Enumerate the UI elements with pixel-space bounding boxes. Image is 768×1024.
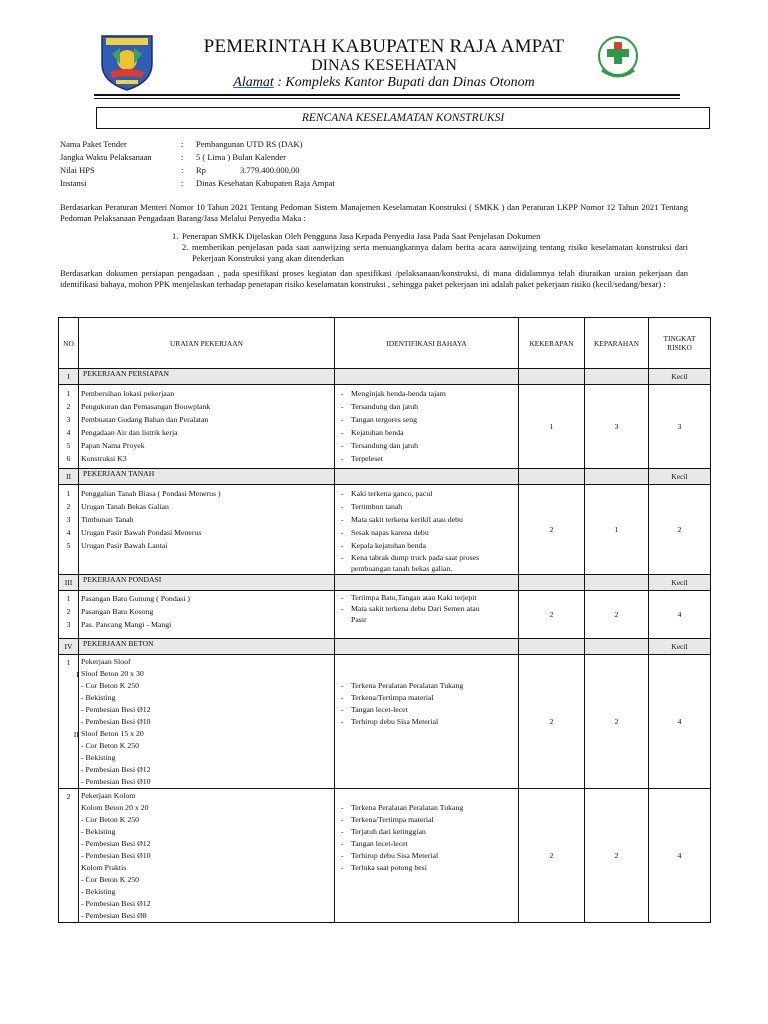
- item-number: 3: [66, 415, 71, 424]
- risk-level: Kecil: [649, 369, 711, 385]
- header-rule-thin: [94, 98, 680, 99]
- work-item: - Pembesian Besi Ø12: [81, 899, 151, 908]
- work-item: - Pembesian Besi Ø12: [81, 765, 151, 774]
- risk-paragraph: Berdasarkan dokumen persiapan pengadaan , pada spesifikasi proses kegiatan dan spesifikasi /pelaksanaan/konstruksi, di mana didalamnya telah diuraikan uraian pekerjaan dan identifikasi bahaya, mohon PPK menjelaskan terhadap penetapan risiko keselamatan konstruksi , sehingga paket pekerjaan ini adalah paket pekerjaan risiko (kecil/sedang/besar) :: [60, 268, 688, 289]
- list-text: memberikan penjelasan pada saat aanwijzing serta menuangkannya dalam berita acara aanwijzing tentang risiko keselamatan konstruksi dari Pekerjaan Konstruksi yang akan ditenderkan: [192, 242, 688, 263]
- item-number: 3: [66, 620, 71, 629]
- frequency-value: 1: [519, 385, 585, 469]
- severity-value: 2: [585, 789, 649, 923]
- info-separator: :: [181, 178, 184, 188]
- hazard-item: - Tertimpa Batu,Tangan atau Kaki terjepit: [335, 592, 518, 603]
- section-title: PEKERJAAN PONDASI: [79, 575, 335, 591]
- frequency-value: 2: [519, 789, 585, 923]
- hazard-item: - Kepala kejatuhan benda: [335, 539, 518, 552]
- work-item: Kolom Praktis: [81, 863, 127, 872]
- hazard-item: - Terkena Peralatan Peralatan Tukang: [335, 680, 518, 692]
- section-number: I: [59, 369, 79, 385]
- risk-value: 4: [649, 655, 711, 789]
- work-item: Urugan Pasir Bawah Pondasi Menerus: [81, 528, 202, 537]
- hazard-item: - Tertimbun tanah: [335, 500, 518, 513]
- sub-mark: [69, 656, 79, 669]
- hazard-item: - Kena tabrak dump truck pada saat proses: [335, 552, 518, 563]
- section-title: PEKERJAAN TANAH: [79, 469, 335, 485]
- hazard-item: - Tersandung dan jatuh: [335, 400, 518, 413]
- hazard-item-continued: pembuangan tanah bekas galian.: [351, 564, 453, 573]
- section-title: PEKERJAAN BETON: [79, 639, 335, 655]
- hazard-item: - Mata sakit terkena kerikil atau debu: [335, 513, 518, 526]
- hazard-item: - Terkena Peralatan Peralatan Tukang: [335, 802, 518, 814]
- work-item: Pas. Pancang Mangi - Mangi: [81, 620, 172, 629]
- info-label: Jangka Waktu Pelaksanaan: [60, 152, 152, 162]
- hazard-item: - Terjatuh dari ketinggian: [335, 826, 518, 838]
- work-item: - Bekisting: [81, 693, 116, 702]
- table-header-row: [59, 318, 711, 369]
- item-number: 2: [66, 502, 71, 511]
- severity-value: 2: [585, 655, 649, 789]
- item-number: 3: [66, 515, 71, 524]
- header-line: RISIKO: [667, 343, 692, 352]
- work-item: Pekerjaan Sloof: [81, 657, 131, 666]
- work-item: Timbunan Tanah: [81, 515, 134, 524]
- table-row: [59, 655, 711, 789]
- hazard-item: - Terkena/Tertimpa material: [335, 692, 518, 704]
- item-number: 1: [66, 594, 71, 603]
- list-item: [172, 231, 688, 242]
- hazard-item: - Tangan lecet-lecet: [335, 838, 518, 850]
- address-text: : Kompleks Kantor Bupati dan Dinas Otonom: [273, 75, 535, 90]
- work-item: - Cor Beton K 250: [81, 875, 140, 884]
- item-number: 2: [66, 402, 71, 411]
- intro-paragraph: Berdasarkan Peraturan Menteri Nomor 10 Tahun 2021 Tentang Pedoman Sistem Manajemen Keselamatan Konstruksi ( SMKK ) dan Peraturan LKPP Nomor 12 Tahun 2021 Tentang Pedoman Pelaksanaan Pengadaan Barang/Jasa Melalui Penyedia Maka :: [60, 202, 688, 223]
- document-title: RENCANA KESELAMATAN KONSTRUKSI: [96, 107, 710, 129]
- hazard-item-continued: Pasir: [351, 615, 367, 624]
- work-item: Sloof Beton 15 x 20: [81, 729, 144, 738]
- work-item: - Pembesian Besi Ø10: [81, 777, 151, 786]
- col-header-uraian: URAIAN PEKERJAAN: [79, 318, 335, 369]
- hazard-item: - Menginjak benda-benda tajam: [335, 387, 518, 400]
- item-number: 5: [66, 441, 71, 450]
- sub-mark: II: [73, 730, 79, 739]
- item-number: 6: [66, 454, 71, 463]
- work-item: Penggalian Tanah Biasa ( Pondasi Menerus ): [81, 489, 221, 498]
- risk-table: [58, 317, 711, 923]
- address-label: Alamat: [233, 75, 274, 90]
- severity-value: 2: [585, 591, 649, 639]
- work-item: - Pembesian Besi Ø8: [81, 911, 147, 920]
- info-value: Dinas Kesehatan Kabupaten Raja Ampat: [196, 178, 335, 188]
- work-item: - Bekisting: [81, 827, 116, 836]
- risk-value: 3: [649, 385, 711, 469]
- work-item: Pasangan Batu Gunung ( Pondasi ): [81, 594, 190, 603]
- info-label: Nilai HPS: [60, 165, 95, 175]
- hazard-item: - Tangan tergores seng: [335, 413, 518, 426]
- list-number: 1.: [172, 231, 179, 241]
- hazard-item: - Tersandung dan jatuh: [335, 439, 518, 452]
- section-number: III: [59, 575, 79, 591]
- frequency-value: 2: [519, 485, 585, 575]
- info-value: 5 ( Lima ) Bulan Kalender: [196, 152, 286, 162]
- section-header-row: [59, 575, 711, 591]
- risk-level: Kecil: [649, 469, 711, 485]
- hazard-item: - Terpeleset: [335, 452, 518, 465]
- item-number: 1: [66, 658, 71, 667]
- severity-value: 3: [585, 385, 649, 469]
- risk-level: Kecil: [649, 575, 711, 591]
- section-number: IV: [59, 639, 79, 655]
- work-item: Pasangan Batu Kosong: [81, 607, 154, 616]
- work-item: Papan Nama Proyek: [81, 441, 145, 450]
- col-header-keparahan: KEPARAHAN: [585, 318, 649, 369]
- work-item: - Pembesian Besi Ø10: [81, 851, 151, 860]
- item-number: 1: [66, 489, 71, 498]
- item-number: 2: [66, 607, 71, 616]
- col-header-bahaya: IDENTIFIKASI BAHAYA: [335, 318, 519, 369]
- section-title: PEKERJAAN PERSIAPAN: [79, 369, 335, 385]
- header-rule-thick: [94, 94, 680, 96]
- section-number: II: [59, 469, 79, 485]
- list-number: 2.: [182, 242, 189, 252]
- hazard-item: - Terkena/Tertimpa material: [335, 814, 518, 826]
- info-separator: :: [181, 139, 184, 149]
- work-item: Sloof Beton 20 x 30: [81, 669, 144, 678]
- work-item: Pembersihan lokasi pekerjaan: [81, 389, 175, 398]
- col-header-kekerapan: KEKERAPAN: [519, 318, 585, 369]
- risk-value: 4: [649, 591, 711, 639]
- severity-value: 1: [585, 485, 649, 575]
- sub-mark: I: [76, 670, 79, 679]
- table-row: [59, 789, 711, 923]
- risk-level: Kecil: [649, 639, 711, 655]
- work-item: Pembuatan Gudang Bahan dan Peralatan: [81, 415, 209, 424]
- col-header-tingkat-risiko: [649, 318, 711, 369]
- list-text: Penerapan SMKK Dijelaskan Oleh Pengguna Jasa Kepada Penyedia Jasa Pada Saat Penjelasan Dokumen: [182, 231, 541, 241]
- address-line: [0, 75, 768, 91]
- frequency-value: 2: [519, 655, 585, 789]
- work-item: - Pembesian Besi Ø10: [81, 717, 151, 726]
- work-item: - Bekisting: [81, 753, 116, 762]
- col-header-no: NO: [59, 318, 79, 369]
- work-item: - Pembesian Besi Ø12: [81, 839, 151, 848]
- item-number: 5: [66, 541, 71, 550]
- work-item: Kolom Beton 20 x 20: [81, 803, 149, 812]
- table-row: [59, 485, 711, 575]
- work-item: Pekerjaan Kolom: [81, 791, 136, 800]
- department-name: DINAS KESEHATAN: [311, 57, 457, 74]
- hazard-item: - Terhirup debu Sisa Meterial: [335, 716, 518, 728]
- info-value: Rp: [196, 165, 206, 175]
- frequency-value: 2: [519, 591, 585, 639]
- hazard-item: - Mata sakit terkena debu Dari Semen atau: [335, 603, 518, 614]
- risk-value: 4: [649, 789, 711, 923]
- info-label: Nama Paket Tender: [60, 139, 127, 149]
- item-number: 2: [66, 792, 71, 801]
- item-number: 4: [66, 428, 71, 437]
- work-item: Pengadaan Air dan listrik kerja: [81, 428, 178, 437]
- info-value: Pembangunan UTD RS (DAK): [196, 139, 303, 149]
- work-item: - Cor Beton K 250: [81, 815, 140, 824]
- work-item: - Pembesian Besi Ø12: [81, 705, 151, 714]
- section-header-row: [59, 469, 711, 485]
- hazard-item: - Terluka saat potong besi: [335, 862, 518, 874]
- work-item: - Cor Beton K 250: [81, 681, 140, 690]
- list-item: [182, 242, 688, 264]
- hazard-item: - Kejatuhan benda: [335, 426, 518, 439]
- info-separator: :: [181, 152, 184, 162]
- section-header-row: [59, 639, 711, 655]
- work-item: Konstruksi K3: [81, 454, 127, 463]
- header-line: TINGKAT: [663, 334, 696, 343]
- item-number: 4: [66, 528, 71, 537]
- info-label: Instansi: [60, 178, 87, 188]
- item-number: 1: [66, 389, 71, 398]
- hazard-item: - Tangan lecet-lecet: [335, 704, 518, 716]
- info-separator: :: [181, 165, 184, 175]
- hazard-item: - Terhirup debu Sisa Meterial: [335, 850, 518, 862]
- work-item: - Cor Beton K 250: [81, 741, 140, 750]
- work-item: - Bekisting: [81, 887, 116, 896]
- government-title: PEMERINTAH KABUPATEN RAJA AMPAT: [203, 36, 565, 57]
- hazard-item: - Kaki terkena ganco, pacul: [335, 487, 518, 500]
- work-item: Urugan Tanah Bekas Galian: [81, 502, 169, 511]
- hazard-item: - Sesak napas karena debu: [335, 526, 518, 539]
- table-row: [59, 385, 711, 469]
- risk-value: 2: [649, 485, 711, 575]
- work-item: Pengukuran dan Pemasangan Bouwplank: [81, 402, 211, 411]
- table-row: [59, 591, 711, 639]
- hps-amount: 3.779.400.000,00: [240, 165, 300, 175]
- work-item: Urugan Pasir Bawah Lantai: [81, 541, 168, 550]
- section-header-row: [59, 369, 711, 385]
